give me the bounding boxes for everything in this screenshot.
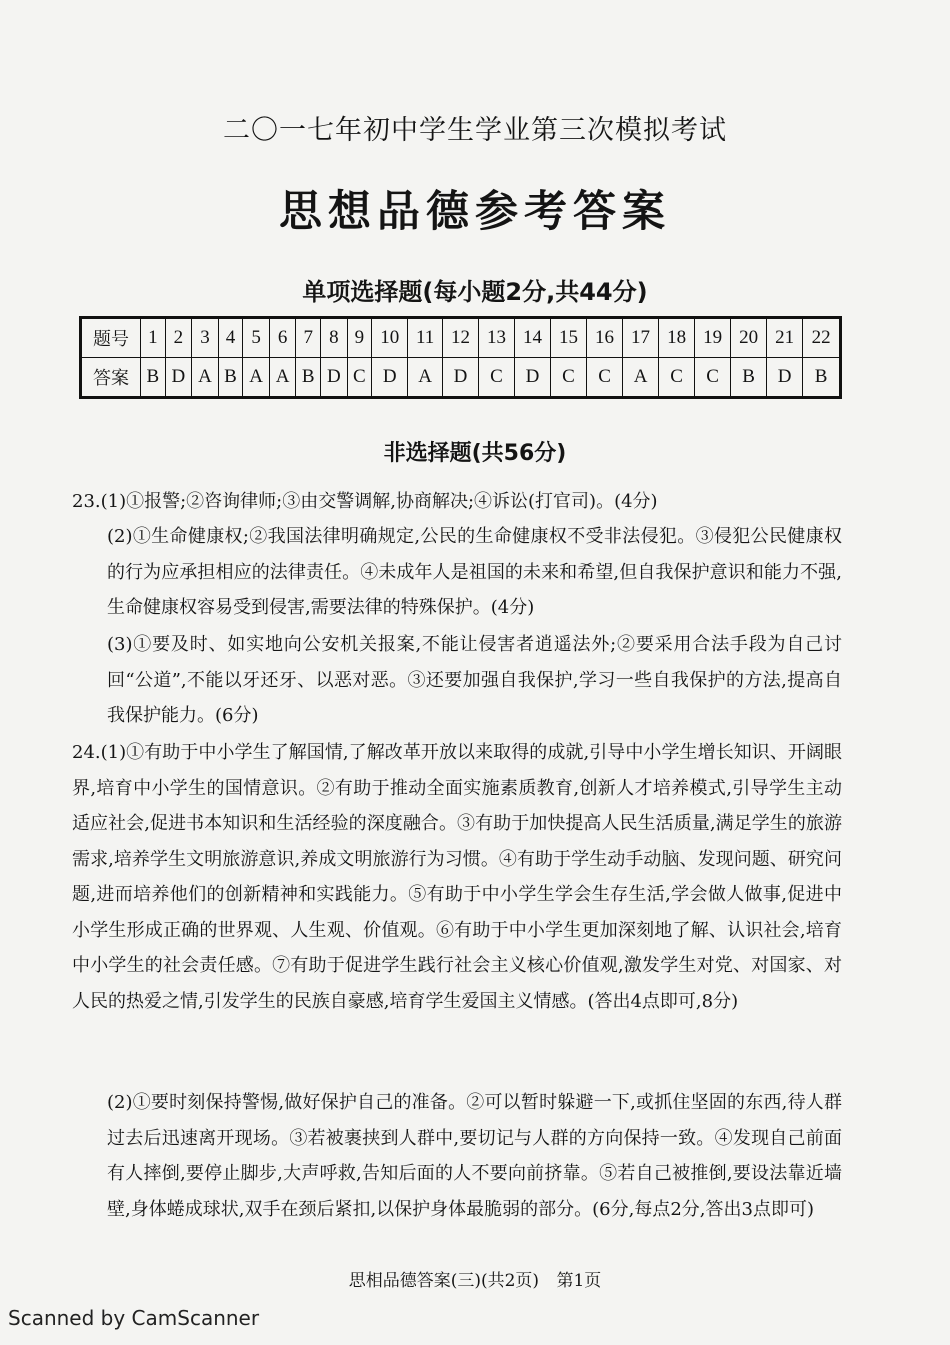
answer-cell: B <box>296 358 321 398</box>
answer-cell: B <box>218 358 243 398</box>
q23-part2: (2)①生命健康权;②我国法律明确规定,公民的生命健康权不受非法侵犯。③侵犯公民健康权的行为应承担相应的法律责任。④未成年人是祖国的未来和希望,但自我保护意识和能力不强,生命健康权容易受到侵害,需要法律的特殊保护。(4分) <box>107 526 842 618</box>
question-number-cell: 4 <box>218 318 243 358</box>
answer-row <box>81 358 841 398</box>
answer-cell: B <box>141 358 166 398</box>
q24-part2: (2)①要时刻保持警惕,做好保护自己的准备。②可以暂时躲避一下,或抓住坚固的东西,待人群过去后迅速离开现场。③若被裹挟到人群中,要切记与人群的方向保持一致。④发现自己前面有人摔倒,要停止脚步,大声呼救,告知后面的人不要向前挤靠。⑤若自己被推倒,要设法靠近墙壁,身体蜷成球状,双手在颈后紧扣,以保护身体最脆弱的部分。(6分,每点2分,答出3点即可) <box>107 1092 842 1220</box>
multiple-choice-heading: 单项选择题(每小题2分,共44分) <box>302 278 648 306</box>
footer-title: 思相品德答案(三)(共2页) <box>348 1271 540 1291</box>
question-number-cell: 6 <box>269 318 296 358</box>
question-number-cell: 14 <box>515 318 551 358</box>
q23-part3: (3)①要及时、如实地向公安机关报案,不能让侵害者逍遥法外;②要采用合法手段为自己讨回“公道”,不能以牙还牙、以恶对恶。③还要加强自我保护,学习一些自我保护的方法,提高自我保护能力。(6分) <box>107 634 842 726</box>
answer-cell: C <box>478 358 514 398</box>
question-number-cell: 16 <box>587 318 623 358</box>
answer-cell: A <box>623 358 659 398</box>
answer-cell: C <box>347 358 372 398</box>
answer-cell: A <box>243 358 270 398</box>
answer-cell: D <box>372 358 408 398</box>
question-number-cell: 1 <box>141 318 166 358</box>
answer-cell: D <box>165 358 192 398</box>
row-label-answer: 答案 <box>81 358 141 398</box>
question-number-row <box>81 318 841 358</box>
q23-part1: 23.(1)①报警;②咨询律师;③由交警调解,协商解决;④诉讼(打官司)。(4分) <box>72 491 658 512</box>
question-number-cell: 2 <box>165 318 192 358</box>
question-number-cell: 12 <box>442 318 478 358</box>
answer-cell: B <box>731 358 767 398</box>
page-footer <box>0 1266 950 1291</box>
answer-cell: D <box>442 358 478 398</box>
q24-part1: 24.(1)①有助于中小学生了解国情,了解改革开放以来取得的成就,引导中小学生增长知识、开阔眼界,培育中小学生的国情意识。②有助于推动全面实施素质教育,创新人才培养模式,引导学生主动适应社会,促进书本知识和生活经验的深度融合。③有助于加快提高人民生活质量,满足学生的旅游需求,培养学生文明旅游意识,养成文明旅游行为习惯。④有助于学生动手动脑、发现问题、研究问题,进而培养他们的创新精神和实践能力。⑤有助于中小学生学会生存生活,学会做人做事,促进中小学生形成正确的世界观、人生观、价值观。⑥有助于中小学生更加深刻地了解、认识社会,培育中小学生的社会责任感。⑦有助于促进学生践行社会主义核心价值观,激发学生对党、对国家、对人民的热爱之情,引发学生的民族自豪感,培育学生爱国主义情感。(答出4点即可,8分) <box>72 742 842 1012</box>
question-number-cell: 15 <box>551 318 587 358</box>
non-multiple-choice-heading: 非选择题(共56分) <box>383 441 567 466</box>
subject-title: 思想品德参考答案 <box>279 187 671 237</box>
answer-cell: D <box>321 358 348 398</box>
question-number-cell: 5 <box>243 318 270 358</box>
question-number-cell: 13 <box>478 318 514 358</box>
answer-cell: C <box>659 358 695 398</box>
question-number-cell: 3 <box>192 318 219 358</box>
row-label-number: 题号 <box>81 318 141 358</box>
question-number-cell: 18 <box>659 318 695 358</box>
question-number-cell: 21 <box>767 318 803 358</box>
question-number-cell: 7 <box>296 318 321 358</box>
question-number-cell: 11 <box>408 318 443 358</box>
question-number-cell: 22 <box>803 318 841 358</box>
answer-cell: B <box>803 358 841 398</box>
answer-cell: A <box>269 358 296 398</box>
question-number-cell: 8 <box>321 318 348 358</box>
answer-cell: C <box>587 358 623 398</box>
answer-cell: D <box>515 358 551 398</box>
question-number-cell: 9 <box>347 318 372 358</box>
exam-title: 二〇一七年初中学生学业第三次模拟考试 <box>223 115 727 146</box>
question-number-cell: 10 <box>372 318 408 358</box>
question-number-cell: 19 <box>695 318 731 358</box>
footer-page-number: 第1页 <box>556 1271 602 1291</box>
scanner-watermark: Scanned by CamScanner <box>8 1306 260 1330</box>
answer-cell: A <box>192 358 219 398</box>
question-number-cell: 17 <box>623 318 659 358</box>
answer-cell: D <box>767 358 803 398</box>
answer-cell: A <box>408 358 443 398</box>
question-number-cell: 20 <box>731 318 767 358</box>
answer-key-table <box>79 316 842 399</box>
answer-cell: C <box>695 358 731 398</box>
answer-cell: C <box>551 358 587 398</box>
